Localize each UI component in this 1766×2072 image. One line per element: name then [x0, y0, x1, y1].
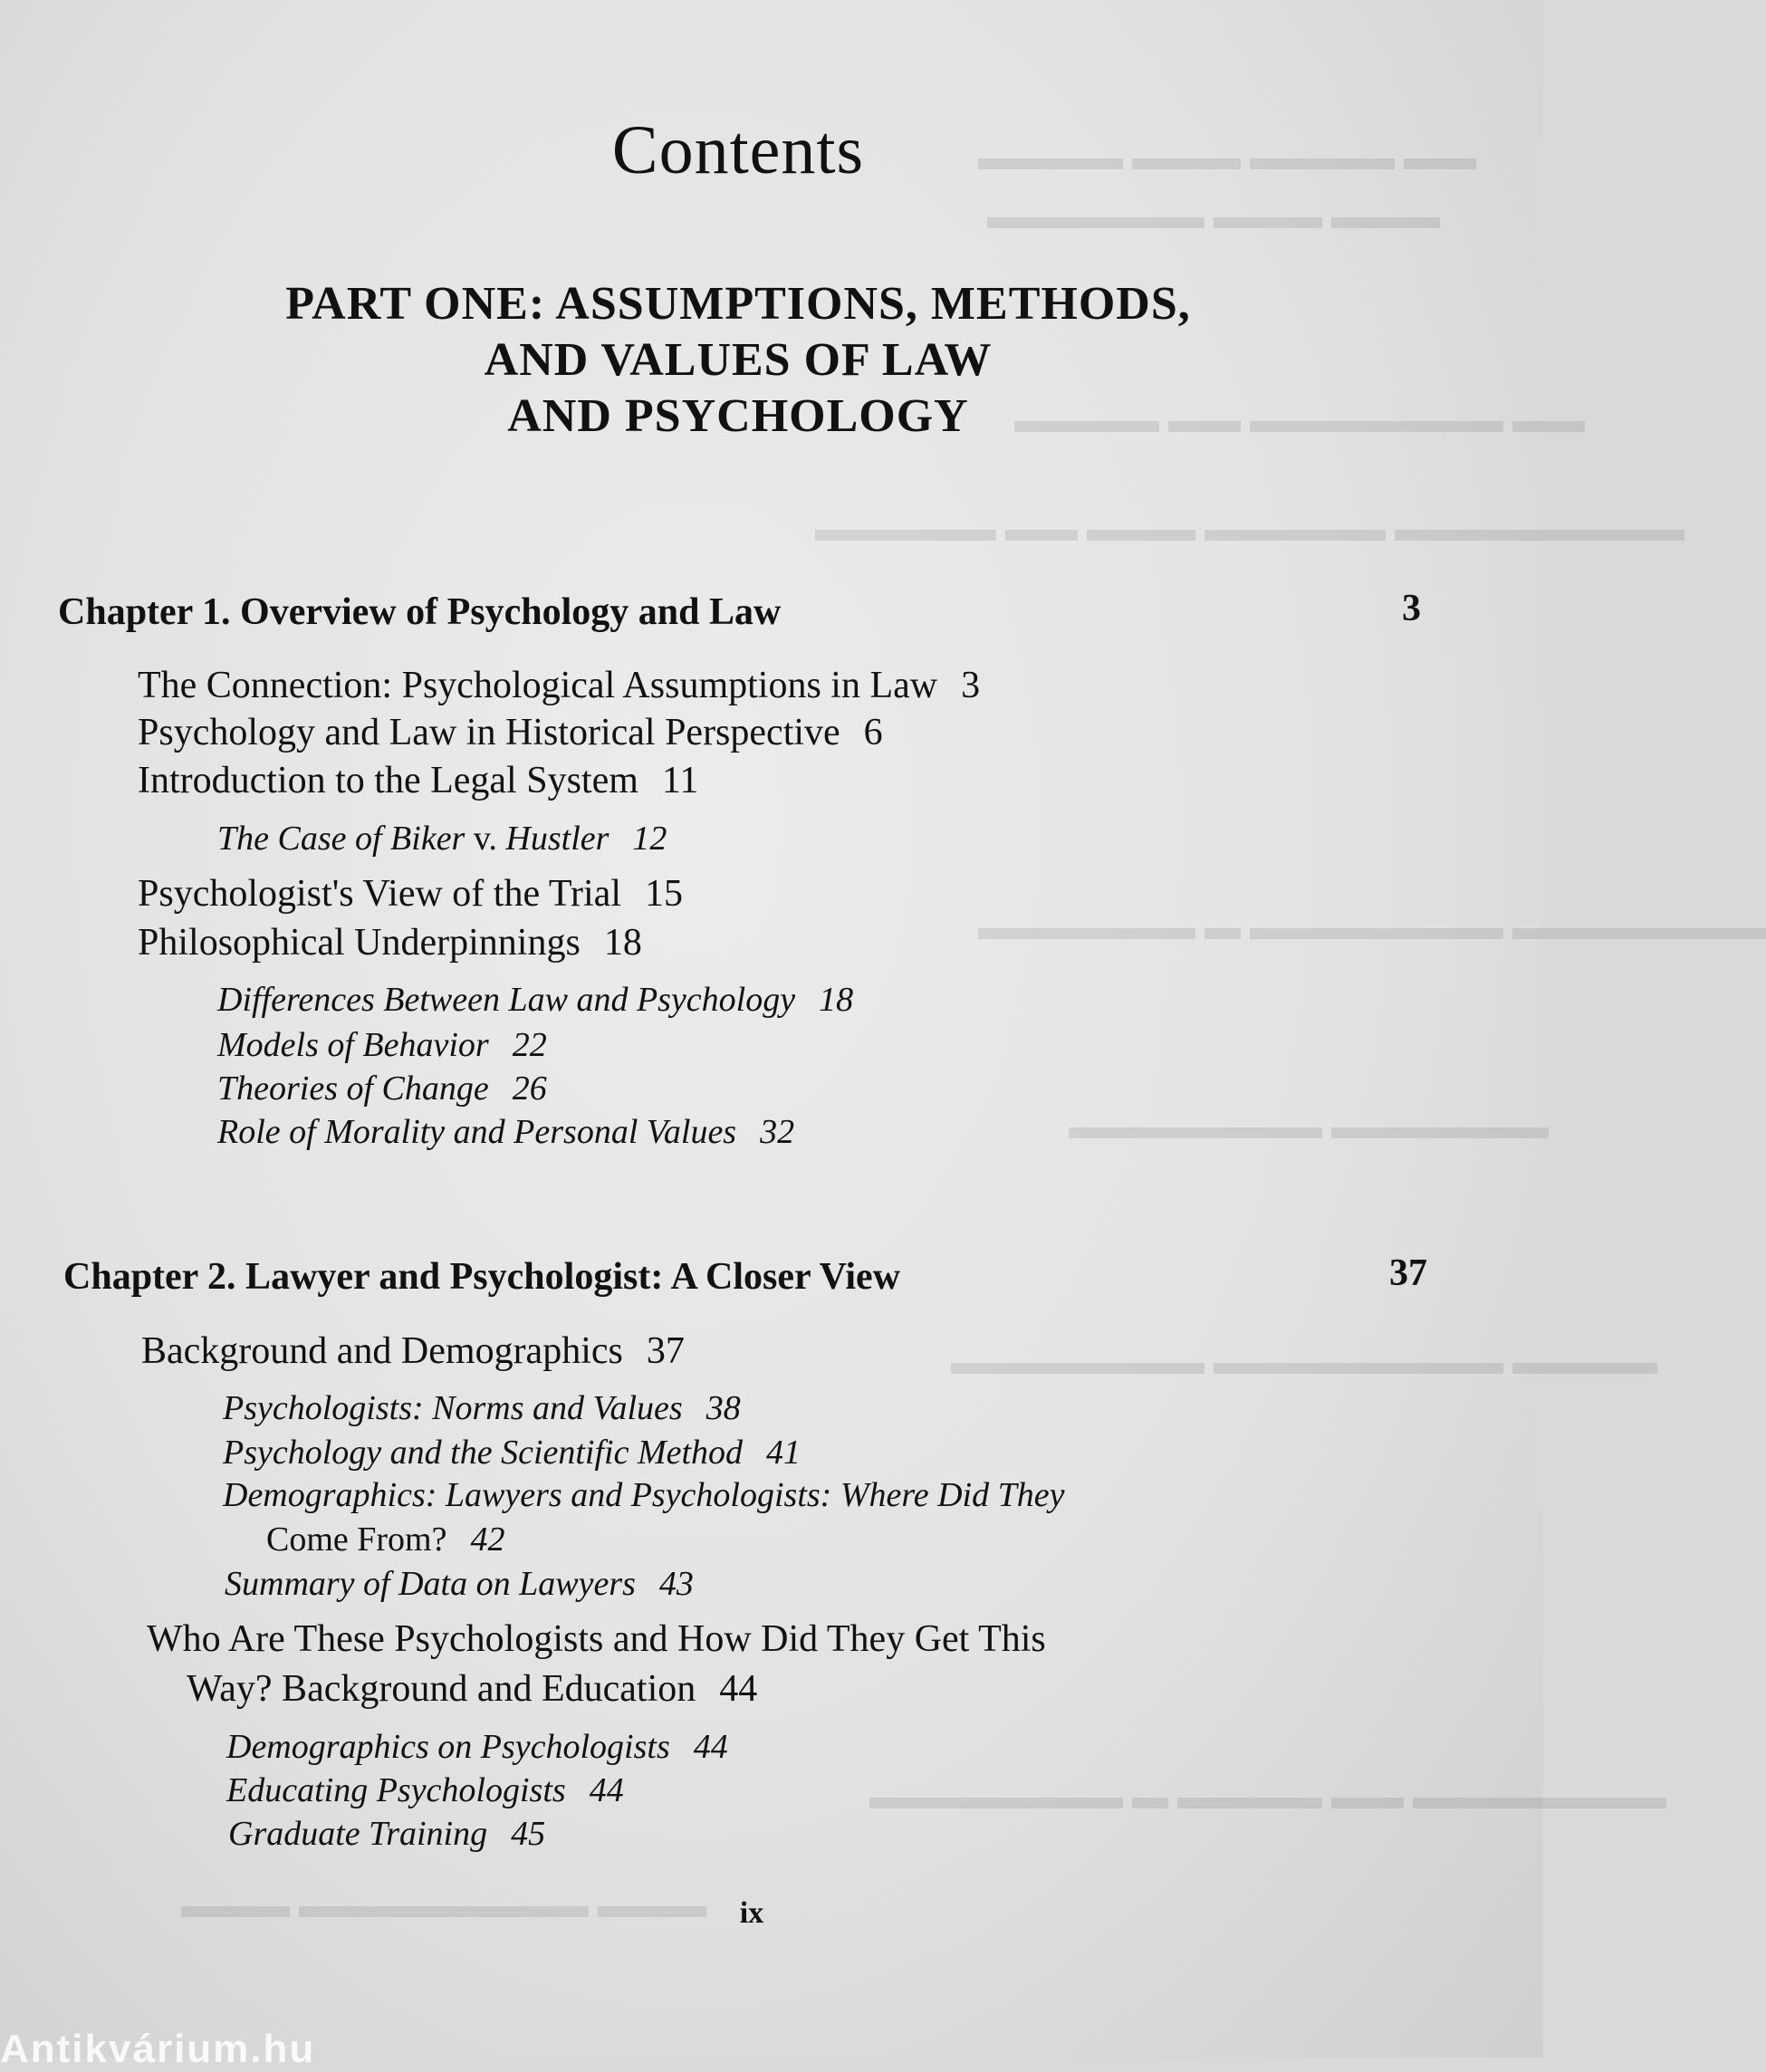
toc-entry-page: 41 — [766, 1434, 801, 1472]
toc-entry-page: 32 — [760, 1113, 795, 1151]
toc-entry-page: 22 — [512, 1026, 547, 1064]
toc-entry-text: Role of Morality and Personal Values — [217, 1113, 737, 1151]
toc-subentry — [217, 1025, 547, 1065]
toc-entry-page: 44 — [589, 1771, 624, 1809]
toc-entry-text: The Connection: Psychological Assumptions in Law — [138, 665, 938, 706]
toc-entry-text: Psychology and Law in Historical Perspective — [138, 712, 840, 753]
toc-entry-text: Background and Demographics — [141, 1330, 623, 1372]
chapter-2-title: Chapter 2. Lawyer and Psychologist: A Closer View — [63, 1256, 901, 1298]
part-heading-line: AND VALUES OF LAW — [484, 334, 993, 386]
toc-entry — [141, 1329, 685, 1373]
bleed-through-text: ▬▬▬▬▬▬▬ ▬ ▬▬▬▬ ▬▬ ▬▬▬▬▬▬▬ — [869, 1776, 1666, 1817]
toc-entry-text: Models of Behavior — [217, 1026, 489, 1064]
toc-entry — [138, 711, 883, 754]
toc-entry-page: 42 — [470, 1520, 505, 1559]
toc-subentry — [223, 1433, 801, 1472]
toc-subentry — [226, 1727, 728, 1767]
toc-entry-continuation — [187, 1667, 757, 1711]
bleed-through-text: ▬▬▬▬▬▬▬ ▬▬▬▬▬▬▬▬ ▬▬▬▬ — [951, 1341, 1657, 1382]
toc-entry — [138, 872, 683, 916]
toc-entry — [147, 1617, 1046, 1661]
toc-subentry — [225, 1564, 694, 1604]
toc-entry-page: 18 — [819, 981, 854, 1019]
part-heading-line: AND PSYCHOLOGY — [507, 390, 969, 442]
toc-subentry — [217, 1069, 547, 1108]
toc-entry-text: Philosophical Underpinnings — [138, 922, 581, 964]
toc-entry-text: Psychology and the Scientific Method — [223, 1434, 744, 1472]
part-heading — [0, 276, 1476, 445]
toc-entry-page: 26 — [512, 1070, 547, 1108]
toc-entry-text: Introduction to the Legal System — [138, 760, 638, 801]
toc-entry — [138, 921, 642, 964]
toc-entry-text: Demographics: Lawyers and Psychologists: Where Did They — [223, 1476, 1065, 1514]
toc-entry-text: Differences Between Law and Psychology — [217, 981, 796, 1019]
toc-entry-text: Hustler — [505, 820, 609, 858]
bleed-through-text: ▬▬▬▬▬▬ ▬▬▬ ▬▬▬ — [987, 196, 1440, 236]
toc-entry-page: 18 — [603, 922, 642, 964]
toc-entry-text: Summary of Data on Lawyers — [225, 1565, 636, 1603]
toc-entry-page: 44 — [719, 1668, 758, 1710]
toc-entry-text: Who Are These Psychologists and How Did They Get This — [147, 1618, 1046, 1660]
bleed-through-text: ▬▬▬▬▬▬ ▬ ▬▬▬▬▬▬▬ ▬▬▬▬▬▬▬ — [978, 906, 1766, 947]
bleed-through-text: ▬▬▬ ▬▬▬▬▬▬▬▬ ▬▬▬ — [181, 1885, 706, 1925]
toc-entry-versus: v. — [465, 820, 506, 858]
toc-entry-page: 45 — [511, 1815, 546, 1853]
toc-entry-page: 44 — [693, 1728, 728, 1766]
toc-subentry — [217, 1112, 794, 1152]
toc-entry-page: 11 — [661, 760, 699, 801]
toc-entry-page: 12 — [632, 820, 667, 858]
toc-entry-text: Way? Background and Education — [187, 1668, 696, 1710]
bleed-through-text: ▬▬▬▬▬ ▬▬ ▬▬▬ ▬▬▬▬▬ ▬▬▬▬▬▬▬▬ — [815, 508, 1684, 549]
bleed-through-text: ▬▬▬▬ ▬▬ ▬▬▬▬▬▬▬ ▬▬ — [1014, 399, 1585, 440]
toc-entry-page: 6 — [863, 712, 883, 753]
toc-entry-text: Come From? — [266, 1520, 447, 1559]
toc-entry-text: Psychologist's View of the Trial — [138, 873, 621, 915]
part-heading-line: PART ONE: ASSUMPTIONS, METHODS, — [285, 278, 1191, 330]
toc-entry-text: Demographics on Psychologists — [226, 1728, 670, 1766]
toc-entry-text: Graduate Training — [228, 1815, 488, 1853]
bleed-through-text: ▬▬▬▬▬▬▬ ▬▬▬▬▬▬ — [1069, 1106, 1549, 1146]
toc-entry-page: 37 — [646, 1330, 685, 1372]
toc-entry — [138, 664, 980, 707]
toc-subentry — [223, 1388, 741, 1428]
toc-subentry — [217, 819, 667, 859]
bleed-through-text: ▬▬▬▬ ▬▬▬ ▬▬▬▬ ▬▬ — [978, 137, 1476, 177]
toc-subentry — [226, 1770, 624, 1810]
page-folio: ix — [739, 1896, 764, 1930]
toc-entry-text: Educating Psychologists — [226, 1771, 566, 1809]
chapter-1-title: Chapter 1. Overview of Psychology and Law — [58, 591, 782, 633]
toc-entry-text: The Case of Biker — [217, 820, 465, 858]
chapter-2-page: 37 — [1389, 1252, 1427, 1294]
toc-entry-page: 15 — [644, 873, 683, 915]
toc-entry-page: 3 — [961, 665, 981, 706]
toc-subentry — [217, 980, 853, 1020]
toc-entry-page: 43 — [658, 1565, 694, 1603]
page-title: Contents — [611, 111, 865, 188]
toc-subentry — [228, 1814, 545, 1854]
toc-entry-text: Theories of Change — [217, 1070, 489, 1108]
toc-subentry — [223, 1475, 1064, 1515]
watermark: Antikvárium.hu — [0, 2027, 316, 2071]
chapter-1-page: 3 — [1402, 588, 1421, 629]
toc-entry-text: Psychologists: Norms and Values — [223, 1389, 683, 1427]
toc-entry-page: 38 — [705, 1389, 741, 1427]
toc-entry — [138, 759, 698, 802]
toc-subentry-continuation — [266, 1520, 504, 1559]
